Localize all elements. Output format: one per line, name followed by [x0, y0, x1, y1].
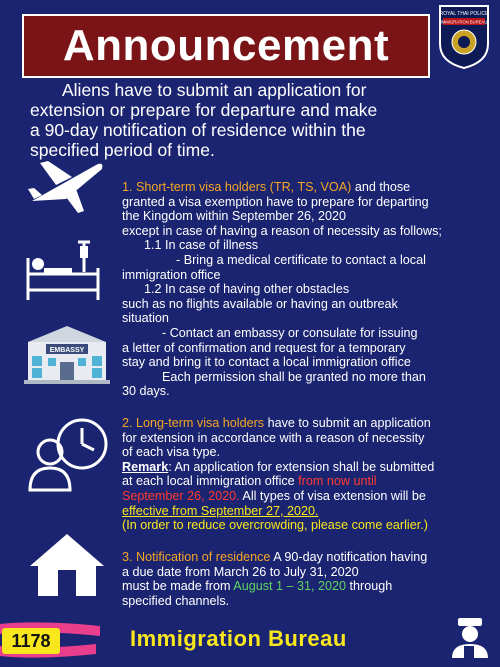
text-line: 30 days.: [122, 384, 170, 399]
section-heading: 1. Short-term visa holders: [122, 180, 267, 194]
text-line: specified channels.: [122, 593, 230, 608]
section-long-term-visa: [122, 416, 492, 533]
note-text: (In order to reduce overcrowding, please come earlier.): [122, 518, 428, 533]
text-line: of each visa type.: [122, 445, 221, 460]
text-line: situation: [122, 311, 169, 326]
section-short-term-visa: [122, 180, 492, 399]
text-line: have to submit an application: [264, 416, 431, 430]
effective-date-text: effective from September 27, 2020.: [122, 503, 319, 518]
subsection-heading: 1.2 In case of having other obstacles: [144, 282, 350, 297]
intro-paragraph: [30, 80, 470, 160]
text-line: All types of visa extension will be: [239, 488, 426, 503]
text-line: - Bring a medical certificate to contact a local: [176, 252, 426, 267]
embassy-building-icon: [20, 324, 114, 386]
text-line: : An application for extension shall be submitted: [168, 459, 435, 474]
subsection-heading: 1.1 In case of illness: [144, 238, 259, 253]
text-line: a due date from March 26 to July 31, 2020: [122, 564, 359, 579]
alert-text: September 26, 2020.: [122, 488, 240, 503]
intro-line: extension or prepare for departure and make: [30, 100, 378, 120]
section-heading: 3. Notification of residence: [122, 550, 271, 564]
page-title: Announcement: [62, 21, 390, 70]
intro-line: Aliens have to submit an application for: [62, 80, 367, 100]
title-banner: [22, 14, 430, 78]
police-badge-icon: [436, 4, 492, 70]
text-line: except in case of having a reason of necessity as follows;: [122, 223, 442, 238]
text-line: and those: [351, 180, 411, 194]
text-line: - Contact an embassy or consulate for issuing: [162, 325, 418, 340]
text-line: through: [346, 579, 393, 594]
alert-text: from now until: [298, 474, 377, 489]
text-line: immigration office: [122, 267, 221, 282]
text-line: granted a visa exemption have to prepare for departing: [122, 194, 429, 209]
intro-line: specified period of time.: [30, 140, 215, 160]
text-line: a letter of confirmation and request for a temporary: [122, 340, 406, 355]
embassy-sign-text: EMBASSY: [49, 347, 85, 354]
hotline-number: 1178: [2, 628, 60, 654]
text-line: stay and bring it to contact a local immigration office: [122, 355, 411, 370]
section-heading: 2. Long-term visa holders: [122, 416, 265, 430]
airplane-icon: [26, 155, 106, 217]
text-line: must be made from: [122, 579, 234, 594]
hospital-bed-icon: [24, 238, 114, 302]
text-line: for extension in accordance with a reason of necessity: [122, 430, 425, 445]
text-line: the Kingdom within September 26, 2020: [122, 209, 347, 224]
text-line: A 90-day notification having: [270, 550, 428, 564]
text-line: at each local immigration office: [122, 474, 299, 489]
badge-top-text: ROYAL THAI POLICE: [439, 11, 489, 17]
text-line: such as no flights available or having an outbreak: [122, 296, 398, 311]
section-notification-residence: [122, 550, 492, 608]
visa-types: (TR, TS, VOA): [266, 180, 352, 194]
remark-label: Remark: [122, 459, 169, 474]
date-range-text: August 1 – 31, 2020: [233, 579, 347, 594]
house-icon: [26, 530, 108, 600]
intro-line: a 90-day notification of residence within the: [30, 120, 366, 140]
officer-icon: [446, 614, 492, 660]
badge-mid-text: IMMIGRATION BUREAU: [440, 19, 488, 25]
text-line: Each permission shall be granted no more than: [162, 369, 426, 384]
footer-organization: Immigration Bureau: [130, 626, 347, 651]
person-clock-icon: [22, 414, 112, 494]
